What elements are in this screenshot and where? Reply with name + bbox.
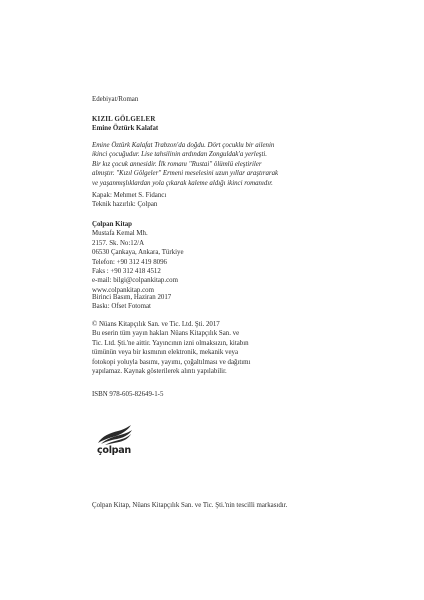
credits (92, 191, 166, 210)
publisher-fax: Faks : +90 312 418 4512 (92, 268, 161, 276)
colpan-logo (92, 424, 136, 460)
logo-wordmark: çolpan (97, 445, 131, 456)
copyright-page (92, 0, 412, 600)
address-line: 06530 Çankaya, Ankara, Türkiye (92, 249, 184, 257)
isbn: ISBN 978-605-82649-1-5 (92, 391, 164, 398)
rights-line: yapılamaz. Kaynak gösterilerek alıntı yapılabilir. (92, 368, 227, 376)
bio-line: ve yaşanmışlıklardan yola çıkarak kaleme aldığı ikinci romanıdır. (92, 179, 273, 187)
address-line: Mustafa Kemal Mh. (92, 230, 148, 238)
publisher-website: www.colpankitap.com (92, 286, 154, 294)
print-info: Baskı: Ofset Fotomat (92, 303, 151, 311)
edition-info (92, 293, 171, 312)
rights-line: Tic. Ltd. Şti.'ne aittir. Yayıncının izni olmaksızın, kitabın (92, 339, 249, 347)
bio-line: Bir kız çocuk annesidir. İlk romanı "Rustai" ölümlü eleştiriler (92, 160, 262, 168)
rights-line: fotokopi yoluyla basımı, yayımı, çoğaltılması ve dağıtımı (92, 358, 251, 366)
technical-credit: Teknik hazırlık: Çolpan (92, 201, 158, 209)
bio-line: Emine Öztürk Kalafat Trabzon'da doğdu. Dört çocuklu bir ailenin (92, 142, 275, 149)
rights-notice (92, 320, 250, 376)
publisher-phone: Telefon: +90 312 419 8096 (92, 258, 167, 266)
address-line: 2157. Sk. No:12/A (92, 239, 145, 247)
book-title: KIZIL GÖLGELER (92, 116, 156, 123)
publisher-info (92, 220, 184, 295)
author-bio (92, 141, 278, 188)
bio-line: almıştır. "Kızıl Gölgeler" Ermeni meselesini uzun yıllar araştırarak (92, 170, 279, 178)
title-block (92, 115, 158, 134)
rights-line: © Nüans Kitapçılık San. ve Tic. Ltd. Şti. 2017 (92, 321, 220, 328)
trademark-notice: Çolpan Kitap, Nüans Kitapçılık San. ve Tic. Şti.'nin tescilli markasıdır. (92, 502, 288, 509)
cover-credit: Kapak: Mehmet S. Fidancı (92, 192, 167, 199)
publisher-name: Çolpan Kitap (92, 221, 133, 228)
rights-line: tümünün veya bir kısmının elektronik, mekanik veya (92, 349, 239, 357)
rights-line: Bu eserin tüm yayın hakları Nüans Kitapçılık San. ve (92, 330, 240, 338)
bio-line: ikinci çocuğudur. Lise tahsilinin ardından Zonguldak'a yerleşti. (92, 151, 268, 159)
first-edition: Birinci Basım, Haziran 2017 (92, 294, 172, 301)
book-author: Emine Öztürk Kalafat (92, 125, 159, 133)
genre-label: Edebiyat/Roman (92, 96, 139, 103)
publisher-email: e-mail: bilgi@colpankitap.com (92, 277, 178, 285)
colpan-flame-logo-icon (92, 424, 136, 446)
